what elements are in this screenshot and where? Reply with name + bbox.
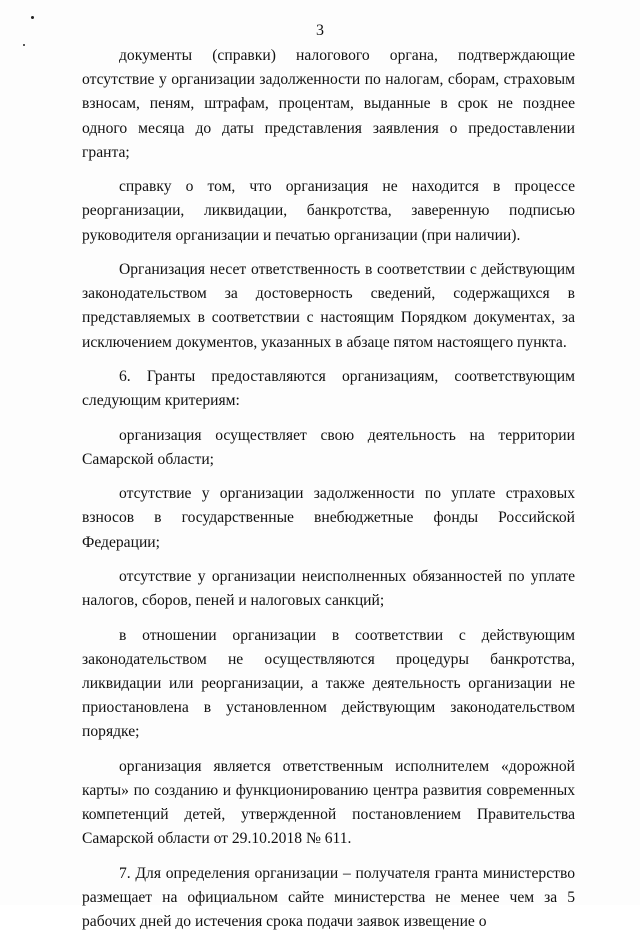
paragraph-criterion-insurance: отсутствие у организации задолженности по уплате страховых взносов в государственные внебюджетные фонды Российской Федерации; <box>82 485 575 551</box>
page-number: 3 <box>316 22 324 39</box>
scan-speck <box>23 44 25 46</box>
scan-speck <box>31 16 34 19</box>
paragraph-criterion-bankruptcy: в отношении организации в соответствии с действующим законодательством не осуществляются процедуры банкротства, ликвидации или реорганизации, а также деятельность организации не приостановлена в установленном действующим законодательством порядке; <box>82 626 575 741</box>
paragraph-criterion-taxes: отсутствие у организации неисполненных обязанностей по уплате налогов, сборов, пеней и налоговых санкций; <box>82 567 575 610</box>
paragraph-section-6: 6. Гранты предоставляются организациям, соответствующим следующим критериям: <box>82 368 575 410</box>
paragraph-criterion-roadmap: организация является ответственным исполнителем «дорожной карты» по созданию и функционированию центра развития современных компетенций детей, утвержденной постановлением Правительства Самарской области от 29.10.2018 № 611. <box>82 757 575 848</box>
paragraph-section-7: 7. Для определения организации – получателя гранта министерство размещает на официальном сайте министерства не менее чем за 5 рабочих дней до истечения срока подачи заявок извещение о <box>82 864 575 931</box>
paragraph-criterion-territory: организация осуществляет свою деятельность на территории Самарской области; <box>82 426 575 468</box>
paragraph-reorganization-certificate: справку о том, что организация не находится в процессе реорганизации, ликвидации, банкротства, заверенную подписью руководителя организации и печатью организации (при наличии). <box>82 178 575 244</box>
paragraph-tax-certificates: документы (справки) налогового органа, подтверждающие отсутствие у организации задолженности по налогам, сборам, страховым взносам, пеням, штрафам, процентам, выданные в срок не позднее одного месяца до даты представления заявления о предоставлении гранта; <box>82 47 575 161</box>
paragraph-responsibility: Организация несет ответственность в соответствии с действующим законодательством за достоверность сведений, содержащихся в представляемых в соответствии с настоящим Порядком документах, за исключением документов, указанных в абзаце пятом настоящего пункта. <box>82 261 575 351</box>
document-body <box>82 44 575 945</box>
